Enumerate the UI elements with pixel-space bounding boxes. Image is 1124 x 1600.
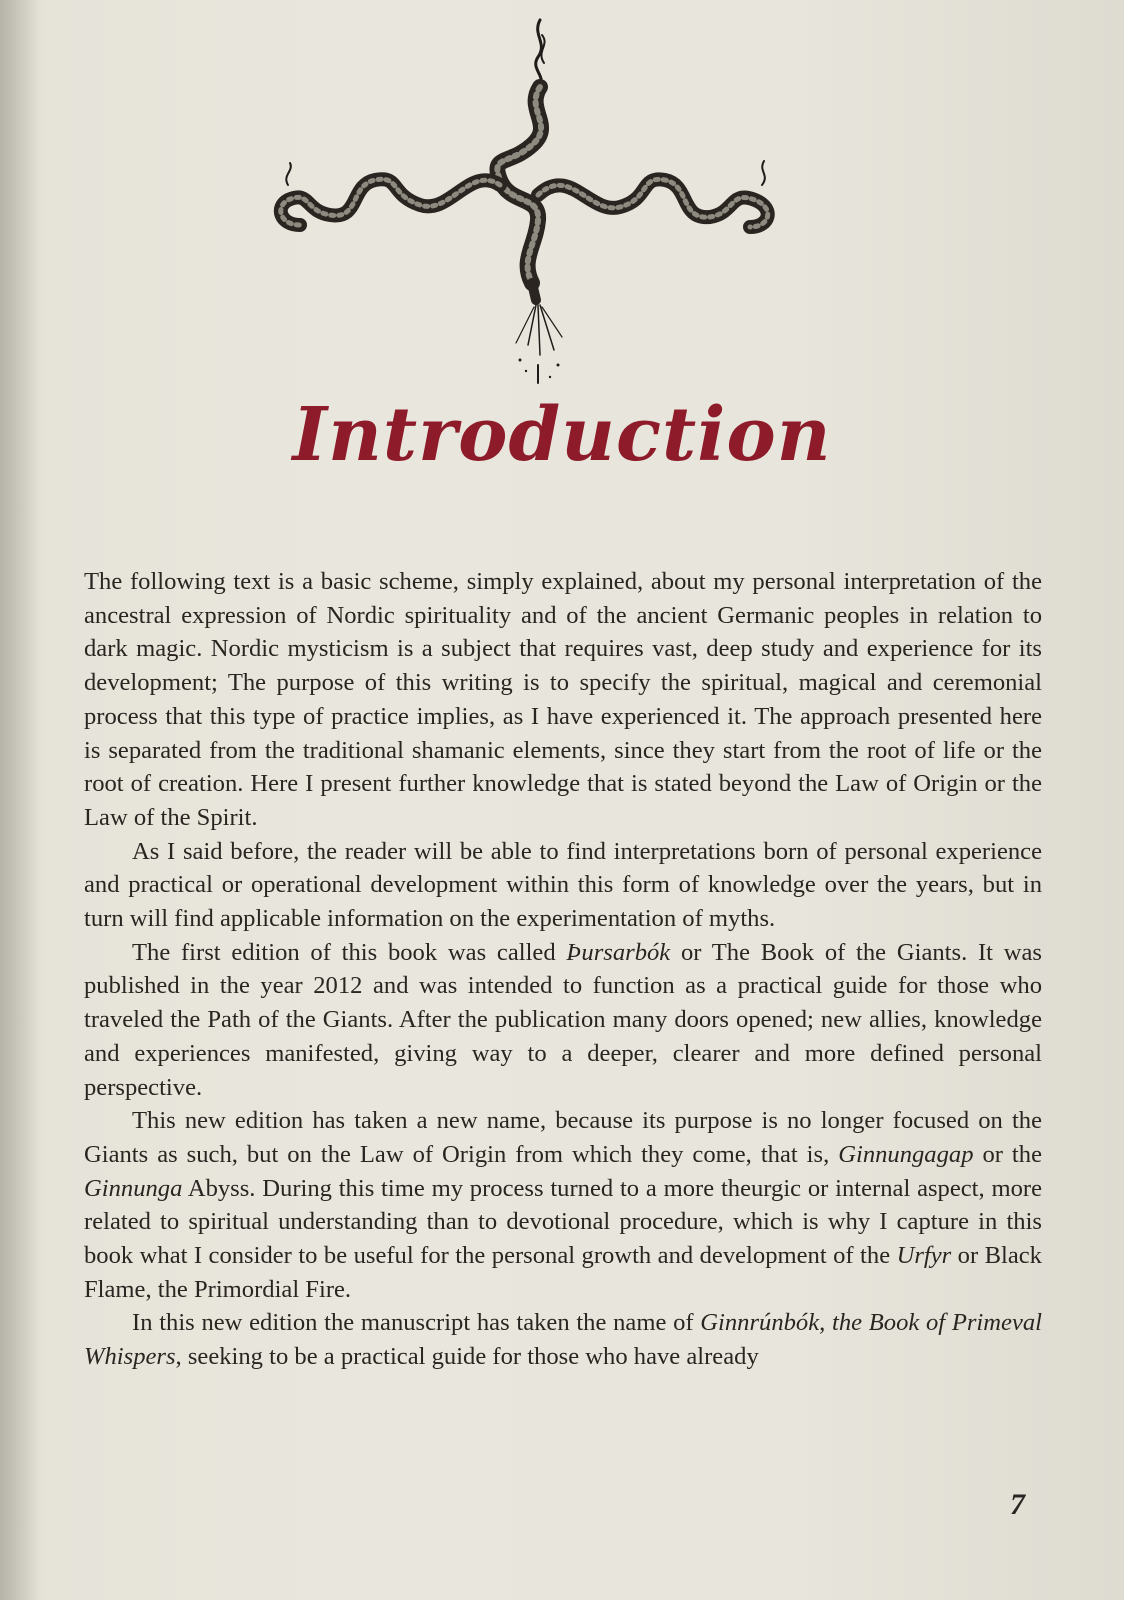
text-run: In this new edition the manuscript has taken the name of bbox=[132, 1309, 701, 1337]
italic-text: Ginnrúnbók, the Book of Primeval Whispers bbox=[84, 1309, 1042, 1371]
text-run: Abyss. During this time my process turned to a more theurgic or internal aspect, more related to spiritual understanding than to devotional procedure, which is why I capture in this book what I consider to be useful for the personal growth and development of the bbox=[84, 1174, 1042, 1270]
text-run: The following text is a basic scheme, simply explained, about my personal interpretation of the ancestral expression of Nordic spirituality and of the ancient Germanic peoples in relation to dark magic. Nordic mysticism is a subject that requires vast, deep study and experience for its development; The purpose of this writing is to specify the spiritual, magical and ceremonial process that this type of practice implies, as I have experienced it. The approach presented here is separated from the traditional shamanic elements, since they start from the root of life or the root of creation. Here I present further knowledge that is stated beyond the Law of Origin or the Law of the Spirit. bbox=[84, 568, 1042, 831]
page-number: 7 bbox=[1010, 1488, 1025, 1521]
text-run: As I said before, the reader will be able to find interpretations born of personal experience and practical or operational development within this form of knowledge over the years, but in turn will find applicable information on the experimentation of myths. bbox=[84, 837, 1042, 933]
italic-text: Þursarbók bbox=[566, 938, 671, 966]
text-run: The first edition of this book was called bbox=[132, 938, 567, 966]
text-run: or the bbox=[973, 1140, 1042, 1168]
paragraph bbox=[84, 835, 1042, 936]
text-run: , seeking to be a practical guide for those who have already bbox=[175, 1343, 759, 1371]
text-run: or The Book of the Giants. It was published in the year 2012 and was intended to function as a practical guide for those who traveled the Path of the Giants. After the publication many doors opened; new allies, knowledge and experiences manifested, giving way to a deeper, clearer and more defined personal perspective. bbox=[84, 938, 1042, 1101]
italic-text: Ginnunga bbox=[84, 1174, 183, 1202]
serpent-ornament-icon bbox=[270, 15, 810, 395]
paragraph bbox=[84, 565, 1042, 835]
paragraph bbox=[84, 936, 1042, 1105]
chapter-title: Introduction bbox=[292, 392, 832, 478]
paragraph bbox=[84, 1306, 1042, 1373]
body-text bbox=[84, 565, 1042, 1374]
text-run: This new edition has taken a new name, because its purpose is no longer focused on the Giants as such, but on the Law of Origin from which they come, that is, bbox=[84, 1107, 1042, 1168]
italic-text: Ginnungagap bbox=[838, 1140, 974, 1168]
page-gutter-shadow bbox=[0, 0, 40, 1600]
text-run: or Black Flame, the Primordial Fire. bbox=[84, 1242, 1042, 1303]
paragraph bbox=[84, 1104, 1042, 1306]
italic-text: Urfyr bbox=[896, 1242, 952, 1270]
